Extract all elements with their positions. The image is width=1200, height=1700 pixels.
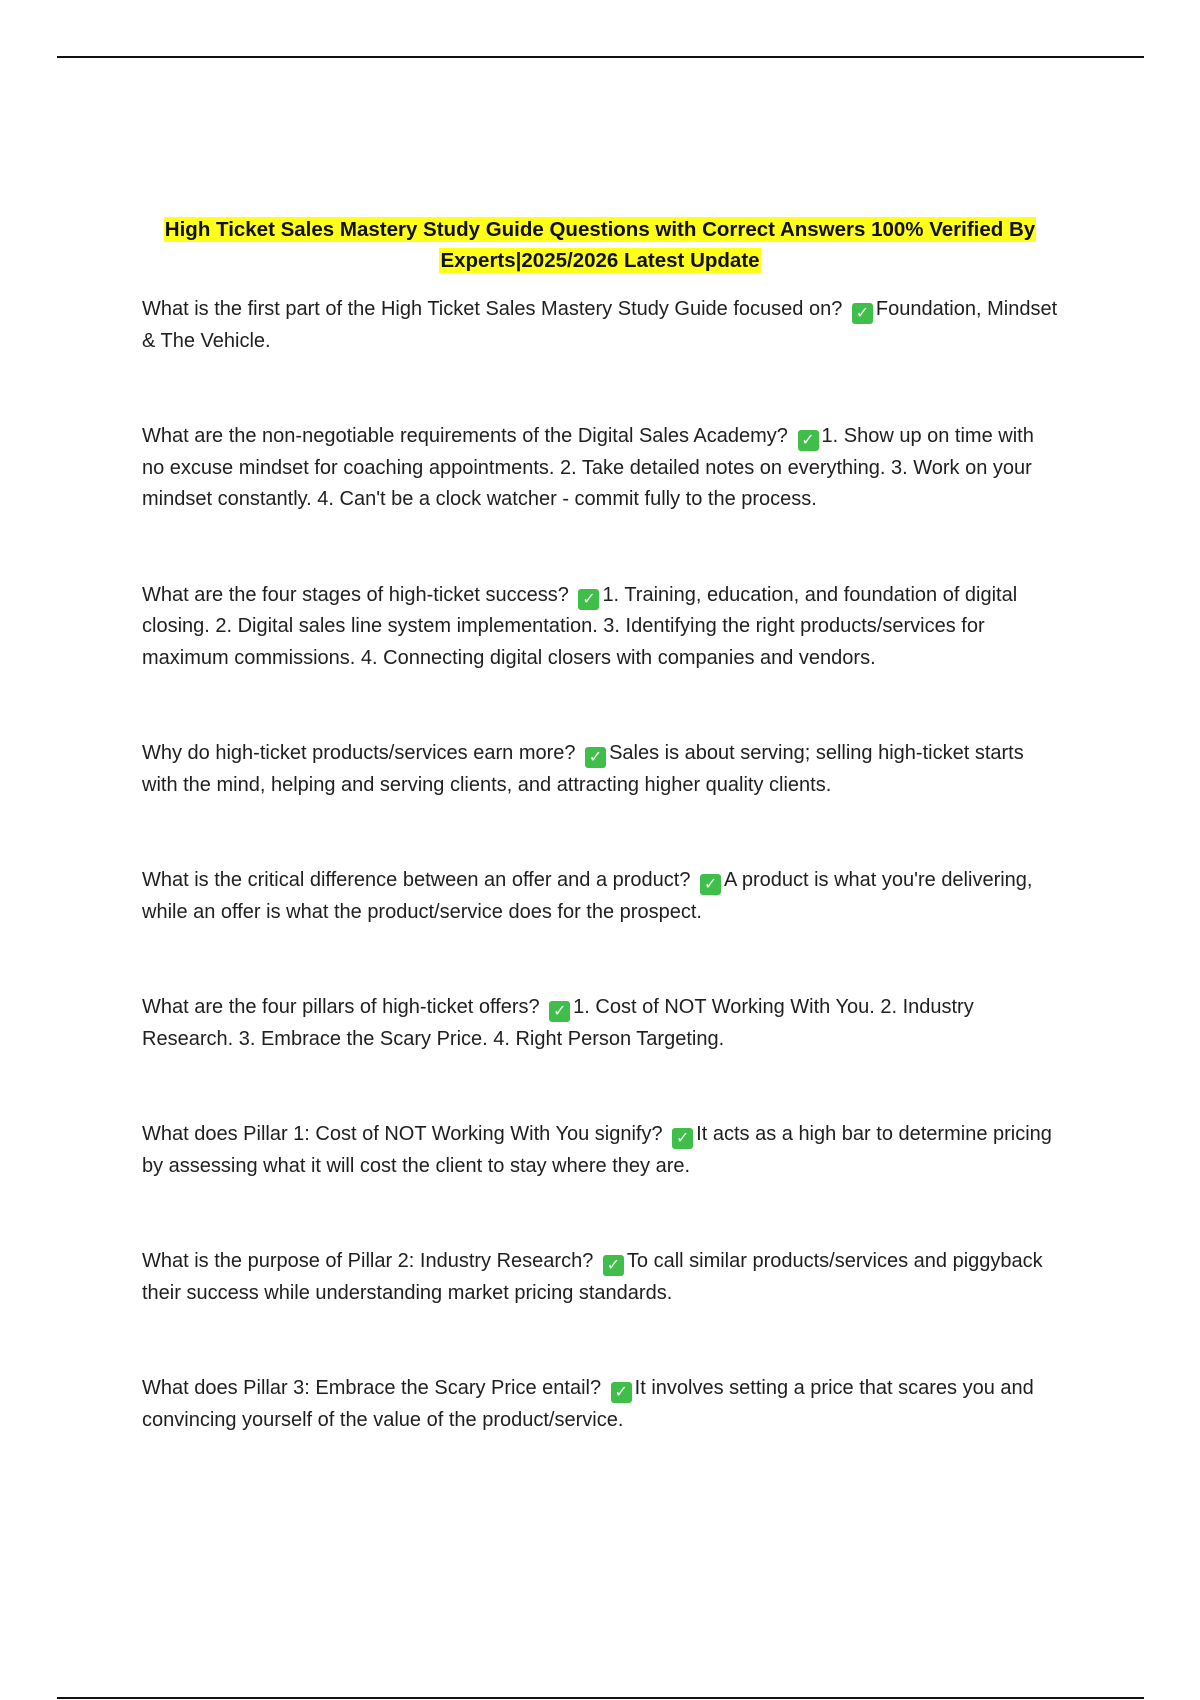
checkmark-icon: ✓ [798,430,819,451]
question-text: What is the first part of the High Ticket Sales Mastery Study Guide focused on? [142,298,843,320]
question-text: What does Pillar 1: Cost of NOT Working With You signify? [142,1123,663,1145]
checkmark-icon: ✓ [549,1001,570,1022]
bottom-rule [57,1697,1144,1699]
qa-item [142,865,1058,928]
checkmark-icon: ✓ [672,1128,693,1149]
qa-item [142,294,1058,357]
title-line-1: High Ticket Sales Mastery Study Guide Questions with Correct Answers 100% Verified By [164,218,1036,241]
qa-item [142,738,1058,801]
question-text: What are the four pillars of high-ticket offers? [142,996,540,1018]
answer-text: Sales is about serving; selling high-ticket starts with the mind, helping and serving clients, and attracting higher quality clients. [142,742,1024,796]
qa-item [142,1119,1058,1182]
question-text: What is the purpose of Pillar 2: Industry Research? [142,1250,594,1272]
question-text: What are the non-negotiable requirements of the Digital Sales Academy? [142,425,788,447]
answer-text: 1. Training, education, and foundation of digital closing. 2. Digital sales line system implementation. 3. Identifying the right products/services for maximum commissions. 4. Connecting digital closers with companies and vendors. [142,583,1018,669]
title-line-2: Experts|2025/2026 Latest Update [440,249,760,272]
answer-text: It involves setting a price that scares you and convincing yourself of the value of the product/service. [142,1377,1034,1431]
answer-text: 1. Show up on time with no excuse mindset for coaching appointments. 2. Take detailed notes on everything. 3. Work on your mindset constantly. 4. Can't be a clock watcher - commit fully to the process. [142,425,1034,510]
question-text: What does Pillar 3: Embrace the Scary Price entail? [142,1377,602,1399]
checkmark-icon: ✓ [700,874,721,895]
top-rule [57,56,1144,58]
checkmark-icon: ✓ [585,747,606,768]
qa-item [142,992,1058,1055]
qa-item [142,421,1058,516]
question-text: What is the critical difference between an offer and a product? [142,869,691,891]
qa-item [142,1246,1058,1309]
qa-list [142,294,1058,1436]
answer-text: It acts as a high bar to determine pricing by assessing what it will cost the client to stay where they are. [142,1123,1052,1177]
question-text: What are the four stages of high-ticket success? [142,583,569,606]
answer-text: 1. Cost of NOT Working With You. 2. Industry Research. 3. Embrace the Scary Price. 4. Right Person Targeting. [142,996,974,1050]
document-title [142,214,1058,276]
checkmark-icon: ✓ [603,1255,624,1276]
qa-item [142,1373,1058,1436]
answer-text: To call similar products/services and piggyback their success while understanding market pricing standards. [142,1250,1043,1304]
answer-text: A product is what you're delivering, while an offer is what the product/service does for the prospect. [142,869,1033,923]
checkmark-icon: ✓ [852,303,873,324]
checkmark-icon: ✓ [578,589,599,610]
qa-item [142,580,1058,675]
checkmark-icon: ✓ [611,1382,632,1403]
answer-text: Foundation, Mindset & The Vehicle. [142,298,1058,352]
question-text: Why do high-ticket products/services earn more? [142,742,576,764]
